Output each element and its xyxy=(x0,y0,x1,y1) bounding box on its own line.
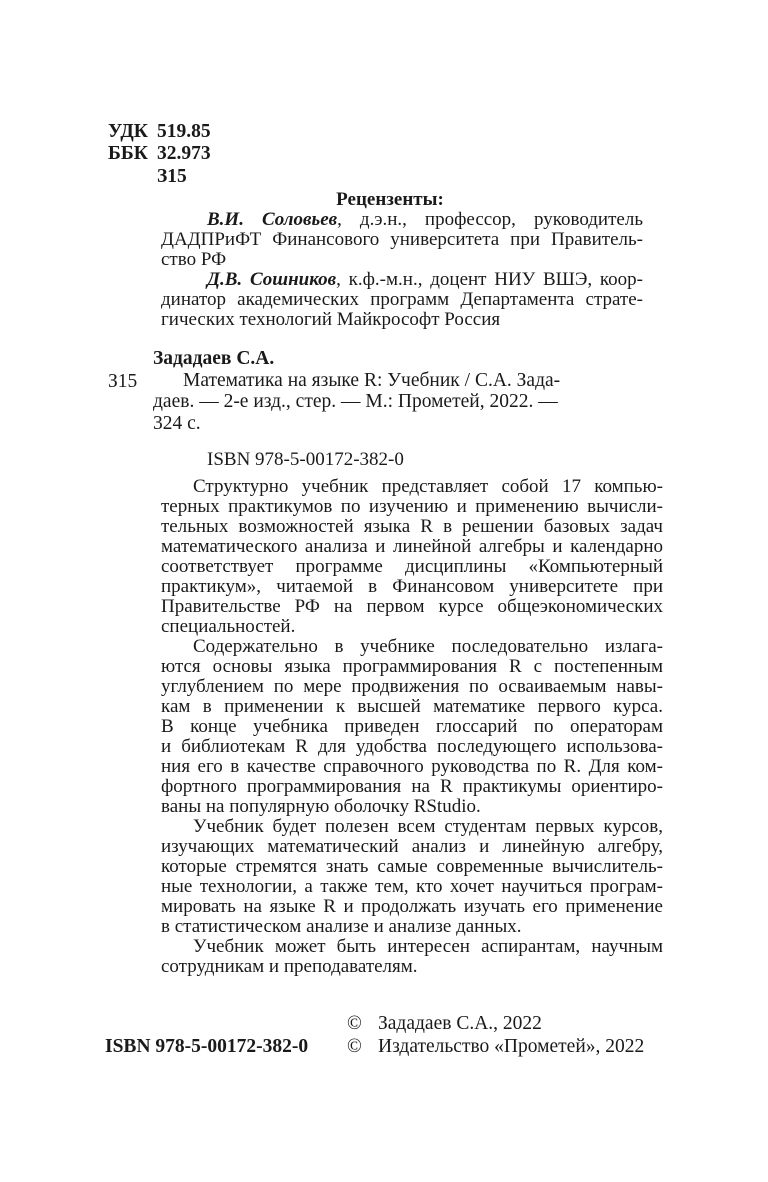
annotation-line: сотрудникам и преподавателям. xyxy=(161,956,418,977)
annotation-line: Содержательно в учебнике последовательно излага- xyxy=(193,636,663,657)
copyright-publisher-line xyxy=(347,1036,644,1059)
annotation-line: ваны на популярную оболочку RStudio. xyxy=(161,796,481,817)
book-author: Зададаев С.А. xyxy=(153,348,275,369)
annotation-line: кам в применении к высшей математике первого курса. xyxy=(161,696,663,717)
reviewer-entry-2 xyxy=(161,270,643,330)
annotation-line: мировать на языке R и продолжать изучать его применение xyxy=(161,896,663,917)
annotation-line: и библиотекам R для удобства последующего использова- xyxy=(161,736,663,757)
copyright-publisher: Издательство «Прометей», 2022 xyxy=(378,1035,645,1057)
annotation-line: терных практикумов по изучению и применению вычисли- xyxy=(161,496,663,517)
reviewer-line: ство РФ xyxy=(161,249,227,270)
annotation-line: углублением по мере продвижения по осваиваемым навы- xyxy=(161,676,663,697)
annotation-line: изучающих математический анализ и линейную алгебру, xyxy=(161,836,663,857)
reviewer-entry-1 xyxy=(161,210,643,270)
annotation-line: Учебник будет полезен всем студентам первых курсов, xyxy=(193,816,663,837)
copyright-sign: © xyxy=(347,1013,362,1034)
annotation-line: Учебник может быть интересен аспирантам, научным xyxy=(193,936,663,957)
reviewer-line xyxy=(161,210,643,230)
catalog-title-line: 324 с. xyxy=(153,412,201,434)
catalog-body xyxy=(153,348,628,434)
reviewer-name: Д.В. Сошников xyxy=(207,269,337,290)
copyright-author-line xyxy=(347,1013,644,1036)
udk-line xyxy=(108,121,211,143)
annotation-line: Правительстве РФ на первом курсе общеэкономических xyxy=(161,596,663,617)
reviewer-line xyxy=(161,270,643,290)
reviewer-credentials: , д.э.н., профессор, руководитель xyxy=(337,209,643,230)
bbk-line xyxy=(108,143,211,165)
annotation-line: соответствует программе дисциплины «Компьютерный xyxy=(161,556,663,577)
annotation-line: специальностей. xyxy=(161,616,296,637)
udk-label: УДК xyxy=(108,121,148,142)
annotation-paragraph-4 xyxy=(161,937,663,977)
bbk-value: 32.973 xyxy=(157,143,211,165)
copyright-block xyxy=(347,1013,644,1058)
udk-value: 519.85 xyxy=(157,121,211,142)
annotation-paragraph-1 xyxy=(161,477,663,637)
reviewers-heading: Рецензенты: xyxy=(336,189,444,210)
catalog-title-line: Математика на языке R: Учебник / С.А. Зада- xyxy=(183,369,561,391)
annotation-line: ные технологии, а также тем, кто хочет научиться програм- xyxy=(161,876,663,897)
classification-block xyxy=(108,121,211,188)
annotation-line: тельных возможностей языка R в решении базовых задач xyxy=(161,516,663,537)
annotation-paragraph-2 xyxy=(161,637,663,817)
catalog-card xyxy=(108,348,628,434)
isbn-footer: ISBN 978-5-00172-382-0 xyxy=(105,1036,309,1057)
copyright-sign: © xyxy=(347,1035,362,1057)
annotation-line: В конце учебника приведен глоссарий по операторам xyxy=(161,716,663,737)
reviewers-block xyxy=(161,190,643,330)
annotation-line: в статистическом анализе и анализе данных. xyxy=(161,916,522,937)
reviewer-line: динатор академических программ Департамента страте- xyxy=(161,289,643,310)
reviewer-credentials: , к.ф.-м.н., доцент НИУ ВШЭ, коор- xyxy=(336,269,643,290)
annotation-block xyxy=(161,477,663,977)
copyright-author: Зададаев С.А., 2022 xyxy=(378,1013,542,1034)
catalog-author-sign: З15 xyxy=(108,371,138,392)
annotation-line: которые стремятся знать самые современные вычислитель- xyxy=(161,856,663,877)
reviewer-line: гических технологий Майкрософт Россия xyxy=(161,309,501,330)
annotation-paragraph-3 xyxy=(161,817,663,937)
bbk-label: ББК xyxy=(108,143,148,165)
reviewer-line: ДАДПРиФТ Финансового университета при Правитель- xyxy=(161,229,643,250)
author-sign: З15 xyxy=(157,165,187,187)
annotation-line: практикум», читаемой в Финансовом университете при xyxy=(161,576,663,597)
isbn-catalog: ISBN 978-5-00172-382-0 xyxy=(207,449,404,470)
annotation-line: ния его в качестве справочного руководства по R. Для ком- xyxy=(161,756,663,777)
reviewer-name: В.И. Соловьев xyxy=(207,209,338,230)
annotation-line: математического анализа и линейной алгебры и календарно xyxy=(161,536,663,557)
catalog-title-line: даев. — 2-е изд., стер. — М.: Прометей, 2022. — xyxy=(153,391,558,412)
annotation-line: ются основы языка программирования R с постепенным xyxy=(161,656,663,677)
annotation-line: Структурно учебник представляет собой 17 компью- xyxy=(193,476,663,497)
annotation-line: фортного программирования на R практикумы ориентиро- xyxy=(161,776,663,797)
